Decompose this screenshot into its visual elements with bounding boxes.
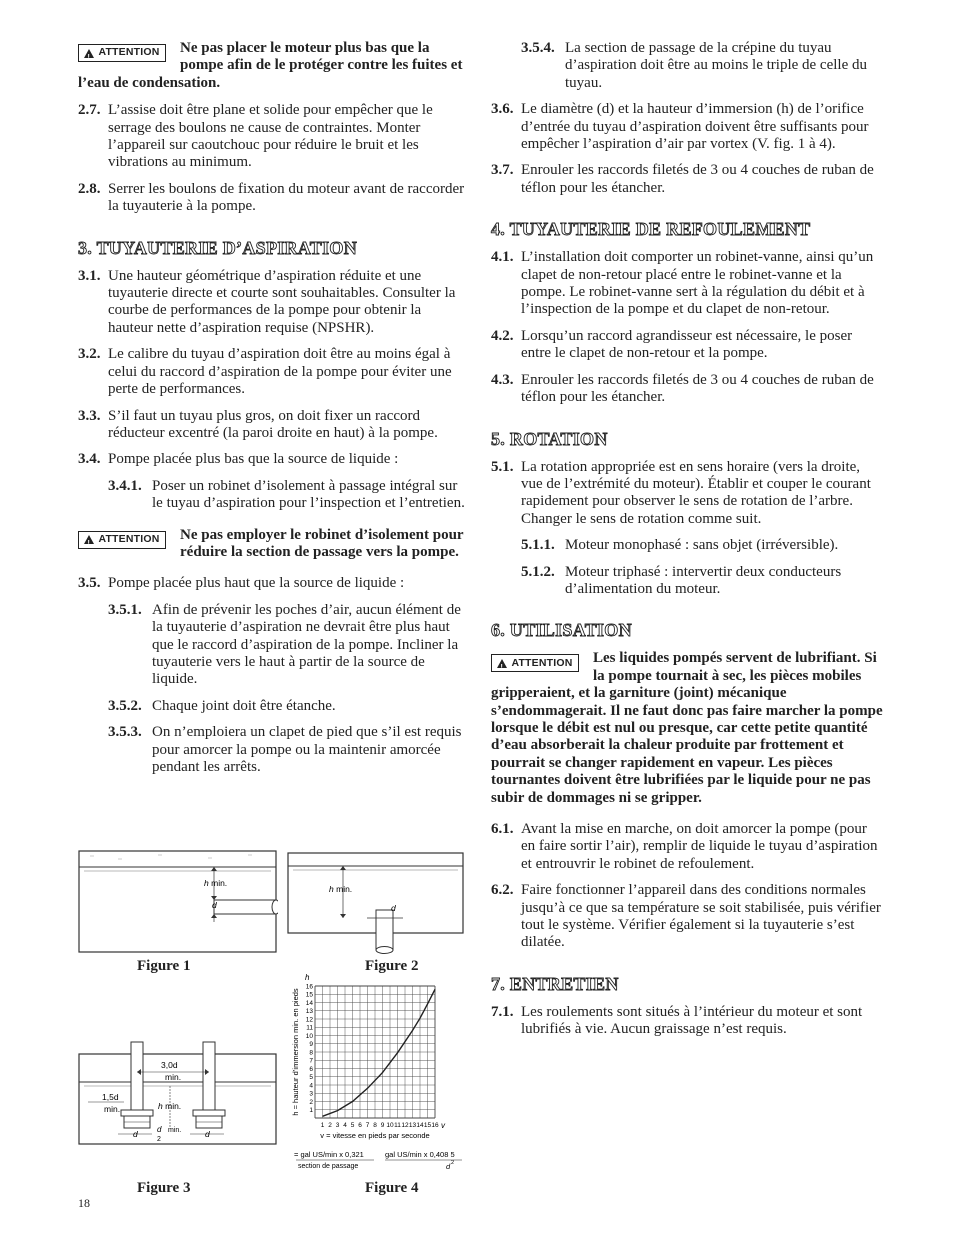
chart-x-tick-label: 5: [350, 1122, 355, 1129]
chart-grid: [315, 986, 435, 1118]
paragraph-3-5-4: 3.5.4. La section de passage de la crépine du tuyau d’aspiration doit être au moins le triple de celle du tuyau.: [521, 40, 867, 91]
attention-note-valve: ! ATTENTION Ne pas employer le robinet d’isolement pour réduire la section de passage vers la pompe.: [78, 527, 468, 562]
chart-x-tick-label: 11: [394, 1122, 401, 1129]
paragraph-2-7: 2.7. L’assise doit être plane et solide pour empêcher que le serrage des boulons ne cause de contraintes. Monter l’appareil sur caoutchouc pour réduire le bruit et les vibrations au minimum.: [78, 102, 433, 171]
chart-formula-1: = gal US/min x 0,321: [294, 1150, 364, 1159]
chart-y-tick-label: 1: [309, 1107, 313, 1115]
figure-3-diagram: [78, 1040, 278, 1148]
paragraph-3-3: 3.3. S’il faut un tuyau plus gros, on doit fixer un raccord réducteur excentré (la paroi droite en haut) à la pompe.: [78, 407, 438, 441]
chart-y-label: h = hauteur d’immersion min. en pieds: [291, 988, 300, 1116]
fig3-hmin-label: h min.: [158, 1101, 182, 1111]
chart-x-tick-label: 13: [408, 1122, 417, 1129]
chart-y-tick-label: 11: [306, 1024, 313, 1032]
heading-maintenance: 7. ENTRETIEN: [491, 973, 619, 994]
figure-4-caption: Figure 4: [365, 1180, 419, 1196]
paragraph-5-1: 5.1. La rotation appropriée est en sens horaire (vers la droite, vue de l’extrémité du moteur). Établir et couper le courant rapidement pour observer le sens de rotation de l’arbre. Changer le sens de rotation comme suit.: [491, 458, 871, 527]
figure-2-diagram: [287, 852, 465, 960]
fig3-3d-min: min.: [165, 1072, 182, 1082]
chart-y-tick-label: 9: [309, 1041, 313, 1049]
right-column: [491, 40, 883, 1048]
chart-formula-1-denominator: section de passage: [298, 1163, 359, 1170]
fig1-hmin-label: h min.: [204, 878, 228, 888]
chart-y-tick-label: 12: [305, 1016, 313, 1024]
chart-y-tick-label: 8: [309, 1049, 313, 1057]
paragraph-3-5-2: 3.5.2. Chaque joint doit être étanche.: [108, 697, 336, 714]
chart-y-tick-label: 2: [309, 1098, 313, 1106]
warning-triangle-icon: [84, 49, 94, 58]
chart-x-tick-label: 10: [386, 1122, 394, 1129]
chart-x-tick-label: 6: [358, 1122, 362, 1129]
chart-x-tick-label: 2: [328, 1122, 332, 1129]
paragraph-5-1-1: 5.1.1. Moteur monophasé : sans objet (irréversible).: [521, 537, 839, 554]
chart-y-tick-label: 10: [305, 1032, 313, 1040]
attention-note-motor: ! ATTENTION Ne pas placer le moteur plus bas que la pompe afin de le protéger contre les fuites et l’eau de condensation.: [78, 40, 468, 92]
heading-operation: 6. UTILISATION: [491, 620, 632, 641]
paragraph-4-3: 4.3. Enrouler les raccords filetés de 3 ou 4 couches de ruban de téflon pour les étancher.: [491, 371, 874, 406]
chart-x-tick-label: 9: [380, 1122, 385, 1129]
attention-badge: ! ATTENTION: [491, 654, 579, 672]
fig3-15d-min: min.: [104, 1104, 121, 1114]
figure-4-chart: [282, 970, 472, 1175]
paragraph-3-5-3: 3.5.3. On n’emploiera un clapet de pied que s’il est requis pour amorcer la pompe ou la maintenir amorcée pendant les arrêts.: [108, 724, 462, 775]
chart-y-tick-label: 3: [309, 1090, 313, 1098]
attention-badge: ! ATTENTION: [78, 44, 166, 62]
figure-2-caption: Figure 2: [365, 958, 419, 974]
paragraph-6-2: 6.2. Faire fonctionner l’appareil dans des conditions normales jusqu’à ce que sa température se soit stabilisée, puis vérifier tout le système. Vérifier également si la tuyauterie s’est dilatée.: [491, 882, 881, 951]
chart-x-tick-label: 14: [416, 1122, 424, 1129]
heading-discharge-piping: 4. TUYAUTERIE DE REFOULEMENT: [491, 219, 811, 240]
fig3-15d-label: 1,5d: [102, 1092, 119, 1102]
paragraph-3-6: 3.6. Le diamètre (d) et la hauteur d’immersion (h) de l’orifice d’entrée du tuyau d’aspiration doivent être suffisants pour empêcher l’aspiration d’air par vortex (V. fig. 1 à 4).: [491, 101, 869, 153]
paragraph-3-1: 3.1. Une hauteur géométrique d’aspiration réduite et une tuyauterie directe et courte sont souhaitables. Consulter la courbe de performances de la pompe pour obtenir la hauteur nette d’aspiration requise (NPSHR).: [78, 267, 456, 336]
chart-y-tick-label: 15: [305, 991, 313, 999]
fig1-d-label: d: [212, 900, 217, 910]
chart-y-tick-label: 13: [305, 1008, 313, 1016]
paragraph-6-1: 6.1. Avant la mise en marche, on doit amorcer la pompe (pour en faire sortir l’air), remplir de liquide le tuyau d’aspiration et entrouvrir le robinet de refoulement.: [491, 821, 878, 872]
chart-x-label: v = vitesse en pieds par seconde: [320, 1131, 430, 1140]
paragraph-3-7: 3.7. Enrouler les raccords filetés de 3 ou 4 couches de ruban de téflon pour les étancher.: [491, 162, 874, 196]
fig2-d-label: d: [391, 903, 396, 913]
chart-x-tick-label: 15: [423, 1122, 432, 1129]
chart-y-symbol: h: [305, 973, 310, 982]
chart-formula-2-superscript: 2: [451, 1160, 455, 1166]
chart-y-tick-label: 6: [309, 1065, 313, 1073]
chart-tick-labels: [306, 983, 439, 1129]
paragraph-3-5-1: 3.5.1. Afin de prévenir les poches d’air, aucun élément de la tuyauterie d’aspiration ne devrait être plus haut que le raccord d’aspiration de la pompe. Incliner la tuyauterie vers le haut à partir de la source de liquide.: [108, 601, 461, 688]
chart-x-tick-label: 3: [335, 1122, 340, 1129]
chart-x-tick-label: 12: [401, 1122, 409, 1129]
attention-badge: ! ATTENTION: [78, 531, 166, 549]
chart-x-tick-label: 8: [373, 1122, 377, 1129]
chart-y-tick-label: 5: [309, 1074, 313, 1082]
paragraph-7-1: 7.1. Les roulements sont situés à l’intérieur du moteur et sont lubrifiés à vie. Aucun graissage n’est requis.: [491, 1003, 863, 1038]
left-column: [78, 40, 468, 785]
paragraph-4-2: 4.2. Lorsqu’un raccord agrandisseur est nécessaire, le poser entre le clapet de non-retour et la pompe.: [491, 327, 853, 362]
figure-1-caption: Figure 1: [137, 958, 191, 974]
chart-y-tick-label: 16: [305, 983, 313, 991]
paragraph-3-5: 3.5. Pompe placée plus haut que la source de liquide :: [78, 575, 405, 592]
paragraph-3-4-1: 3.4.1. Poser un robinet d’isolement à passage intégral sur le tuyau d’aspiration pour l’inspection et l’entretien.: [108, 477, 465, 512]
heading-suction-piping: 3. TUYAUTERIE D’ASPIRATION: [78, 237, 358, 258]
fig3-d-left-label: d: [133, 1129, 138, 1139]
warning-triangle-icon: [497, 659, 507, 668]
chart-y-tick-label: 7: [309, 1057, 313, 1065]
chart-x-tick-label: 1: [320, 1122, 325, 1129]
chart-x-tick-label: 7: [365, 1122, 370, 1129]
page-number: 18: [78, 1196, 90, 1210]
fig3-d-right-label: d: [205, 1129, 210, 1139]
paragraph-5-1-2: 5.1.2. Moteur triphasé : intervertir deux conducteurs d’alimentation du moteur.: [521, 563, 842, 597]
chart-y-tick-label: 14: [305, 999, 313, 1007]
attention-note-lubrication: ! ATTENTION Les liquides pompés servent de lubrifiant. Si la pompe tournait à sec, les pièces mobiles gripperaient, et la garniture (joint) mécanique s’endommagerait. Il ne faut donc pas faire marcher la pompe lorsque le débit est nul ou presque, car cette petite quantité d’eau absorberait la chaleur produite par frottement et pourrait se changer rapidement en vapeur. Les pièces tournantes doivent être lubrifiées par le liquide pour ne pas subir de dommages ni se gripper.: [491, 650, 883, 807]
fig2-hmin-label: h min.: [329, 884, 353, 894]
fig3-left-pipe: [121, 1042, 153, 1128]
paragraph-3-2: 3.2. Le calibre du tuyau d’aspiration doit être au moins égal à celui du raccord d’aspiration de la pompe pour éviter une perte de performances.: [78, 346, 452, 398]
chart-x-tick-label: 16: [431, 1122, 439, 1129]
figure-3-caption: Figure 3: [137, 1180, 191, 1196]
paragraph-2-8: 2.8. Serrer les boulons de fixation du moteur avant de raccorder la tuyauterie à la pompe.: [78, 180, 465, 215]
fig3-right-pipe: [193, 1042, 225, 1128]
paragraph-3-4: 3.4. Pompe placée plus bas que la source de liquide :: [78, 451, 399, 468]
fig3-dhalf-min: min.: [168, 1127, 182, 1134]
warning-triangle-icon: [84, 535, 94, 544]
chart-x-tick-label: 4: [343, 1122, 347, 1129]
fig3-dhalf-num: d: [157, 1125, 162, 1134]
chart-series-line: [323, 989, 436, 1116]
heading-rotation: 5. ROTATION: [491, 428, 608, 449]
paragraph-4-1: 4.1. L’installation doit comporter un robinet-vanne, ainsi qu’un clapet de non-retour placé entre le robinet-vanne et la pompe. Le robinet-vanne sert à la régulation du débit et à l’inspection de la pompe et du clapet de non-retour.: [491, 249, 874, 318]
fig3-dhalf-den: 2: [157, 1136, 161, 1143]
fig3-3d-label: 3,0d: [161, 1060, 178, 1070]
chart-formula-2-denominator: d: [446, 1162, 451, 1171]
chart-formula-2: gal US/min x 0,408 5: [385, 1150, 455, 1159]
chart-y-tick-label: 4: [309, 1082, 313, 1090]
figure-1-diagram: [78, 850, 278, 954]
chart-x-symbol: v: [441, 1121, 445, 1130]
